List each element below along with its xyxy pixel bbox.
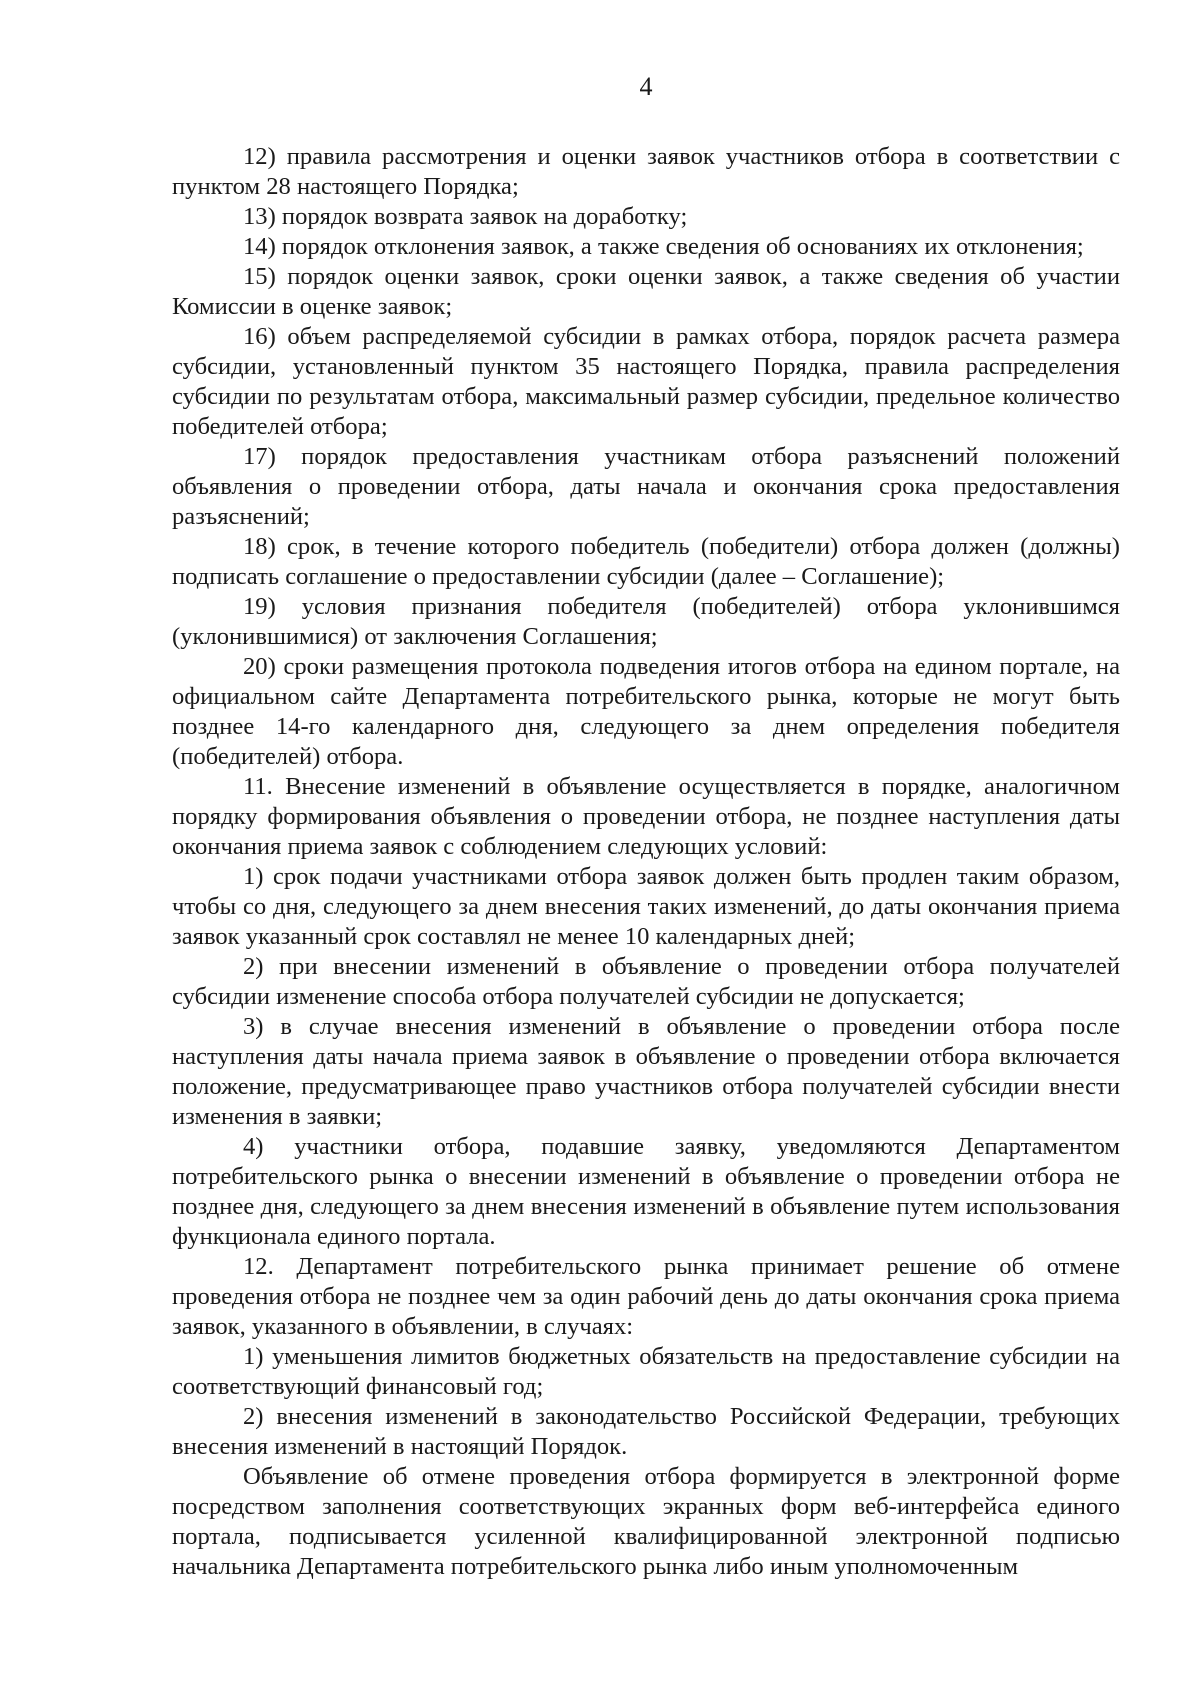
paragraph-item-12: 12) правила рассмотрения и оценки заявок участников отбора в соответствии с пунктом 28 настоящего Порядка;	[172, 143, 1120, 200]
paragraph-item-17: 17) порядок предоставления участникам отбора разъяснений положений объявления о проведении отбора, даты начала и окончания срока предоставления разъяснений;	[172, 443, 1120, 530]
document-page	[172, 62, 1120, 1582]
paragraph-clause-12-item-2: 2) внесения изменений в законодательство Российской Федерации, требующих внесения изменений в настоящий Порядок.	[172, 1403, 1120, 1460]
paragraph-item-20: 20) сроки размещения протокола подведения итогов отбора на едином портале, на официальном сайте Департамента потребительского рынка, которые не могут быть позднее 14-го календарного дня, следующего за днем определения победителя (победителей) отбора.	[172, 653, 1120, 770]
paragraph-clause-12-item-1: 1) уменьшения лимитов бюджетных обязательств на предоставление субсидии на соответствующий финансовый год;	[172, 1343, 1120, 1400]
paragraph-clause-11-item-2: 2) при внесении изменений в объявление о проведении отбора получателей субсидии изменение способа отбора получателей субсидии не допускается;	[172, 953, 1120, 1010]
page-number: 4	[639, 72, 653, 101]
paragraph-cancellation-notice: Объявление об отмене проведения отбора формируется в электронной форме посредством заполнения соответствующих экранных форм веб-интерфейса единого портала, подписывается усиленной квалифицированной электронной подписью начальника Департамента потребительского рынка либо иным уполномоченным	[172, 1463, 1120, 1580]
paragraph-item-16: 16) объем распределяемой субсидии в рамках отбора, порядок расчета размера субсидии, установленный пунктом 35 настоящего Порядка, правила распределения субсидии по результатам отбора, максимальный размер субсидии, предельное количество победителей отбора;	[172, 323, 1120, 440]
paragraph-item-13: 13) порядок возврата заявок на доработку;	[243, 203, 688, 230]
paragraph-item-19: 19) условия признания победителя (победителей) отбора уклонившимся (уклонившимися) от заключения Соглашения;	[172, 593, 1120, 650]
paragraph-clause-11-item-1: 1) срок подачи участниками отбора заявок должен быть продлен таким образом, чтобы со дня, следующего за днем внесения таких изменений, до даты окончания приема заявок указанный срок составлял не менее 10 календарных дней;	[172, 863, 1120, 950]
paragraph-clause-12: 12. Департамент потребительского рынка принимает решение об отмене проведения отбора не позднее чем за один рабочий день до даты окончания срока приема заявок, указанного в объявлении, в случаях:	[172, 1253, 1120, 1340]
paragraph-item-14: 14) порядок отклонения заявок, а также сведения об основаниях их отклонения;	[243, 233, 1084, 260]
paragraph-item-18: 18) срок, в течение которого победитель (победители) отбора должен (должны) подписать соглашение о предоставлении субсидии (далее – Соглашение);	[172, 533, 1120, 590]
paragraph-clause-11: 11. Внесение изменений в объявление осуществляется в порядке, аналогичном порядку формирования объявления о проведении отбора, не позднее наступления даты окончания приема заявок с соблюдением следующих условий:	[172, 773, 1120, 860]
paragraph-clause-11-item-3: 3) в случае внесения изменений в объявление о проведении отбора после наступления даты начала приема заявок в объявление о проведении отбора включается положение, предусматривающее право участников отбора получателей субсидии внести изменения в заявки;	[172, 1013, 1120, 1130]
paragraph-item-15: 15) порядок оценки заявок, сроки оценки заявок, а также сведения об участии Комиссии в оценке заявок;	[172, 263, 1120, 320]
paragraph-clause-11-item-4: 4) участники отбора, подавшие заявку, уведомляются Департаментом потребительского рынка о внесении изменений в объявление о проведении отбора не позднее дня, следующего за днем внесения изменений в объявление путем использования функционала единого портала.	[172, 1133, 1120, 1250]
